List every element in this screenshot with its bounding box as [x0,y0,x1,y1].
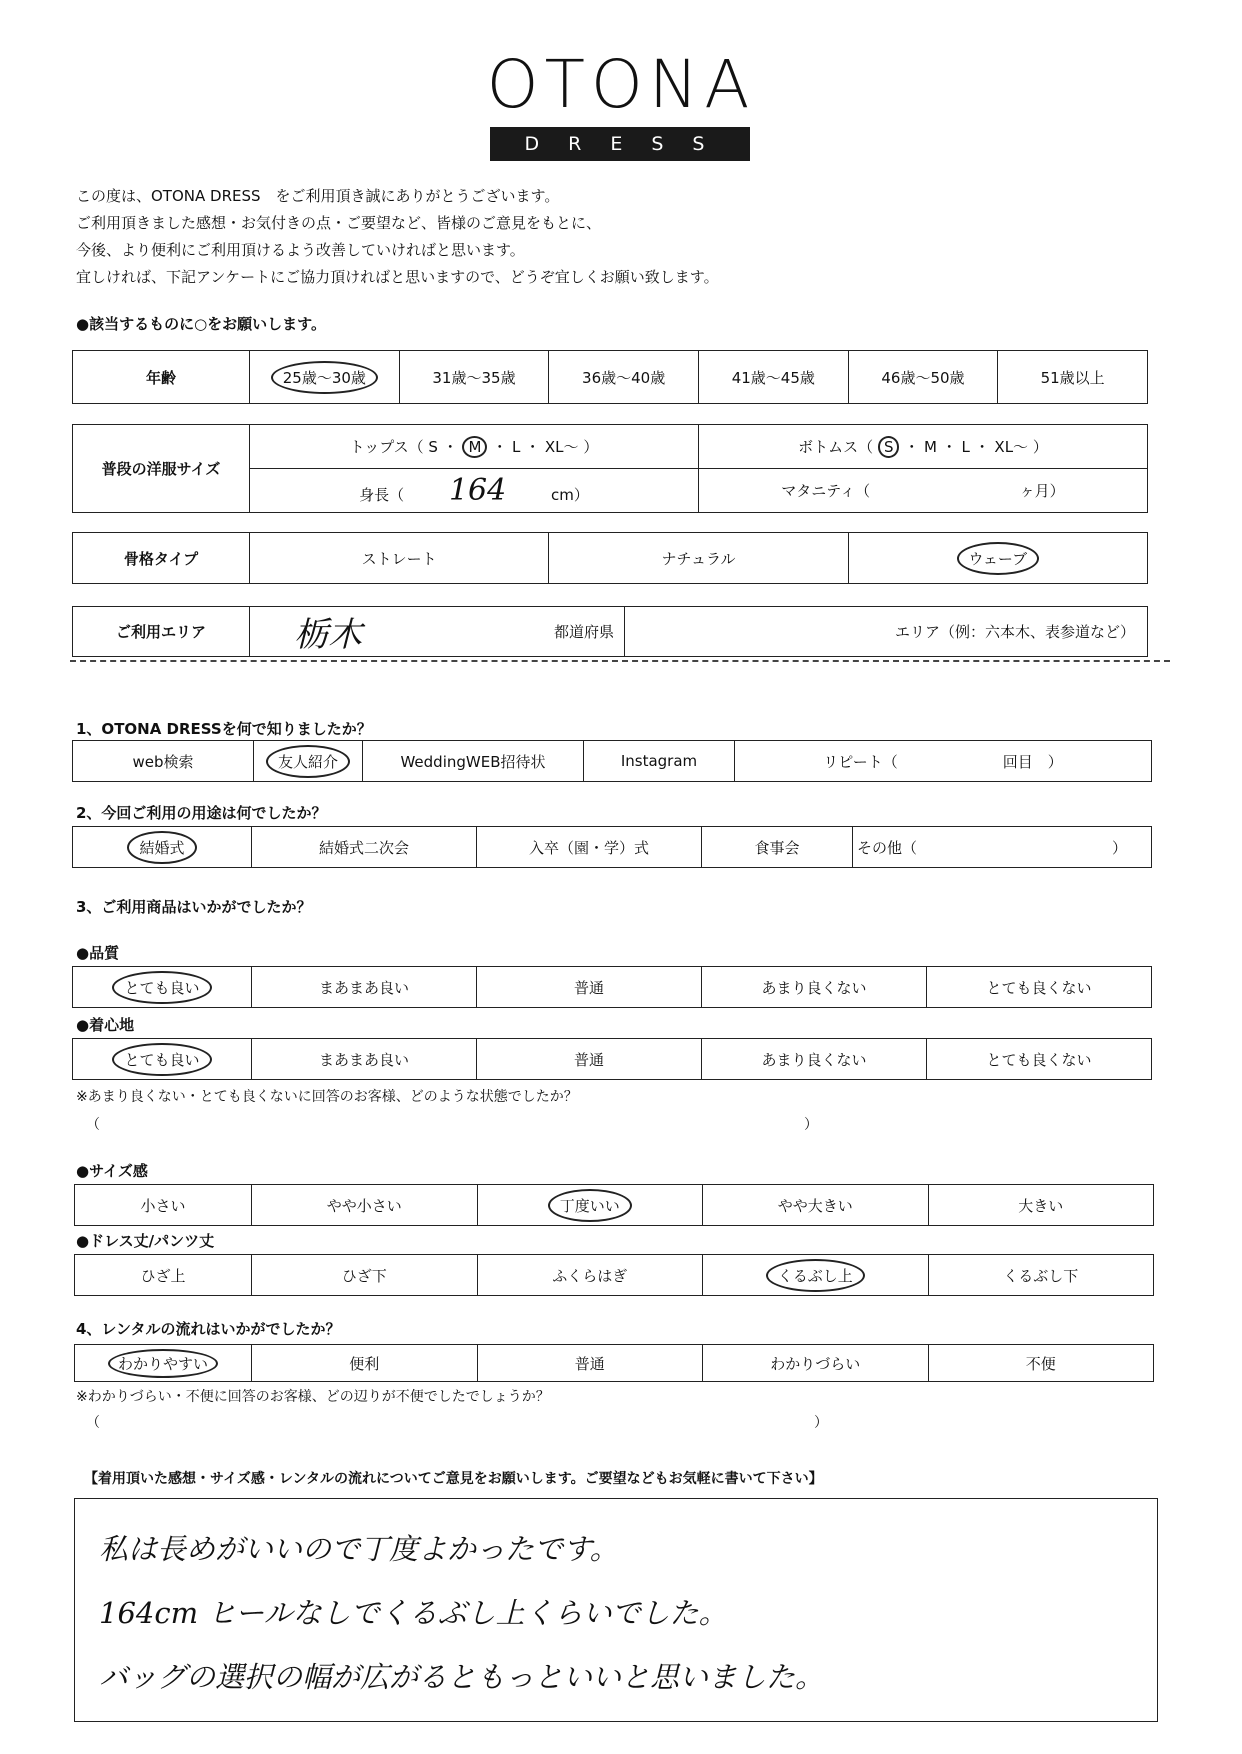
comment-box[interactable] [74,1498,1158,1722]
q4-title: 4、レンタルの流れはいかがでしたか？ [76,1320,341,1338]
tops-label: トップス（ [349,437,424,456]
comment-line: 私は長めがいいので丁度よかったです。 [99,1532,619,1566]
prefecture-suffix: 都道府県 [553,623,614,641]
bottoms-option-selected: S [878,436,900,458]
q4-paren-close: ） [814,1415,828,1431]
age-option[interactable]: 36歳〜40歳 [549,351,699,404]
frame-table [72,532,1148,584]
length-option[interactable]: くるぶし下 [928,1255,1154,1296]
q1-option[interactable]: web検索 [73,741,254,782]
fit-label: ●サイズ感 [76,1162,148,1180]
q4-option[interactable]: わかりづらい [703,1345,929,1382]
q2-option[interactable]: 食事会 [702,827,853,868]
bottoms-size[interactable]: ボトムス（ S ・ M ・ L ・ XL〜 ） [699,425,1148,469]
maternity-unit: ヶ月） [1019,482,1065,500]
quality-option[interactable]: とても良くない [927,967,1152,1008]
length-option-selected: くるぶし上 [766,1259,865,1292]
maternity-field[interactable] [699,469,1148,513]
frame-option[interactable]: ストレート [250,533,549,584]
q1-option[interactable]: リピート（ 回目 ） [735,741,1152,782]
comfort-option[interactable]: 普通 [477,1039,702,1080]
tops-option: XL〜 [544,437,579,456]
age-option[interactable] [250,351,400,404]
quality-option[interactable]: 普通 [477,967,702,1008]
comfort-paren-open: （ [86,1117,100,1133]
q4-option[interactable] [75,1345,252,1382]
bottoms-close: ） [1032,437,1048,456]
comfort-note: ※あまり良くない・とても良くないに回答のお客様、どのような状態でしたか？ [76,1089,578,1105]
comment-line: 164cm ヒールなしでくるぶし上くらいでした。 [99,1596,728,1630]
q4-option[interactable]: 普通 [477,1345,703,1382]
area-table [72,606,1148,657]
tops-option: S [428,437,438,456]
comfort-option-selected: とても良い [112,1043,211,1076]
q2-option-selected: 結婚式 [127,831,196,864]
comment-text [75,1499,1157,1709]
intro-text [76,183,719,291]
fit-option[interactable]: やや小さい [252,1185,478,1226]
q4-option[interactable]: 便利 [252,1345,478,1382]
q2-option[interactable]: その他（ ） [853,827,1152,868]
q1-table [72,740,1152,782]
quality-option-selected: とても良い [112,971,211,1004]
area-example-field[interactable]: エリア（例：六本木、表参道など） [625,607,1148,657]
q1-option[interactable]: Instagram [584,741,735,782]
q1-option[interactable]: WeddingWEB招待状 [363,741,584,782]
q4-table [74,1344,1154,1382]
age-option-selected: 25歳〜30歳 [271,361,378,394]
age-table [72,350,1148,404]
fit-option[interactable]: やや大きい [703,1185,929,1226]
comfort-paren-close: ） [804,1117,818,1133]
age-option[interactable]: 41歳〜45歳 [698,351,848,404]
length-option[interactable]: ふくらはぎ [477,1255,703,1296]
comment-title: 【着用頂いた感想・サイズ感・レンタルの流れについてご意見をお願いします。ご要望などもお気軽に書いて下さい】 [84,1471,823,1487]
logo: OTONA [486,46,756,123]
q4-paren-open: （ [86,1415,100,1431]
size-label: 普段の洋服サイズ [73,425,250,513]
fit-option-selected: 丁度いい [548,1189,632,1222]
age-option[interactable]: 31歳〜35歳 [399,351,549,404]
intro-line: ご利用頂きました感想・お気付きの点・ご要望など、皆様のご意見をもとに、 [76,214,602,232]
comfort-option[interactable]: まあまあ良い [252,1039,477,1080]
fit-option[interactable]: 大きい [928,1185,1154,1226]
comfort-option[interactable] [73,1039,252,1080]
intro-line: 宜しければ、下記アンケートにご協力頂ければと思いますので、どうぞ宜しくお願い致します。 [76,268,719,286]
quality-option[interactable]: あまり良くない [702,967,927,1008]
fit-table [74,1184,1154,1226]
q2-option[interactable] [73,827,252,868]
q2-title: 2、今回ご利用の用途は何でしたか？ [76,804,327,822]
bottoms-option: M [924,437,937,456]
height-label: 身長（ [359,486,405,504]
frame-option[interactable] [848,533,1147,584]
quality-label: ●品質 [76,944,120,962]
bottoms-option: XL〜 [994,437,1029,456]
bottoms-label: ボトムス（ [798,437,874,456]
length-option[interactable]: ひざ下 [252,1255,478,1296]
quality-option[interactable]: まあまあ良い [252,967,477,1008]
frame-option[interactable]: ナチュラル [549,533,848,584]
instruction: ●該当するものに○をお願いします。 [76,315,326,333]
q4-option[interactable]: 不便 [928,1345,1154,1382]
fit-option[interactable]: 小さい [75,1185,252,1226]
q2-option[interactable]: 結婚式二次会 [252,827,477,868]
height-value: 164 [448,473,507,508]
length-label: ●ドレス丈/パンツ丈 [76,1232,215,1250]
frame-label: 骨格タイプ [73,533,250,584]
length-table [74,1254,1154,1296]
section-divider [70,660,1170,662]
comfort-option[interactable]: あまり良くない [702,1039,927,1080]
q2-table [72,826,1152,868]
comfort-label: ●着心地 [76,1016,135,1034]
length-option[interactable] [703,1255,929,1296]
q1-option-selected: 友人紹介 [266,745,350,778]
logo-subtitle: DRESS [490,127,750,161]
area-label: ご利用エリア [73,607,250,657]
fit-option[interactable] [477,1185,703,1226]
height-unit: cm） [550,486,589,504]
comfort-option[interactable]: とても良くない [927,1039,1152,1080]
quality-table [72,966,1152,1008]
frame-option-selected: ウェーブ [957,542,1040,575]
intro-line: この度は、OTONA DRESS をご利用頂き誠にありがとうございます。 [76,187,560,205]
tops-option-selected: M [462,436,487,458]
height-field[interactable] [250,469,699,513]
age-option[interactable]: 46歳〜50歳 [848,351,998,404]
tops-close: ） [583,437,599,456]
prefecture-field[interactable] [250,607,625,657]
maternity-label: マタニティ（ [781,482,871,500]
q3-title: 3、ご利用商品はいかがでしたか？ [76,898,312,916]
comfort-table [72,1038,1152,1080]
length-option[interactable]: ひざ上 [75,1255,252,1296]
q2-option[interactable]: 入卒（園・学）式 [477,827,702,868]
size-table [72,424,1148,513]
tops-option: L [511,437,521,456]
quality-option[interactable] [73,967,252,1008]
q4-note: ※わかりづらい・不便に回答のお客様、どの辺りが不便でしたでしょうか？ [76,1389,550,1405]
age-option[interactable]: 51歳以上 [998,351,1148,404]
q4-option-selected: わかりやすい [108,1349,218,1378]
q1-option[interactable] [254,741,363,782]
tops-size[interactable]: トップス（ S ・ M ・ L ・ XL〜 ） [250,425,699,469]
comment-line: バッグの選択の幅が広がるともっといいと思いました。 [99,1660,825,1694]
intro-line: 今後、より便利にご利用頂けるよう改善していければと思います。 [76,241,525,259]
bottoms-option: L [961,437,970,456]
prefecture-value: 栃木 [294,615,362,655]
age-label: 年齢 [73,351,250,404]
q1-title: 1、OTONA DRESSを何で知りましたか？ [76,720,372,738]
